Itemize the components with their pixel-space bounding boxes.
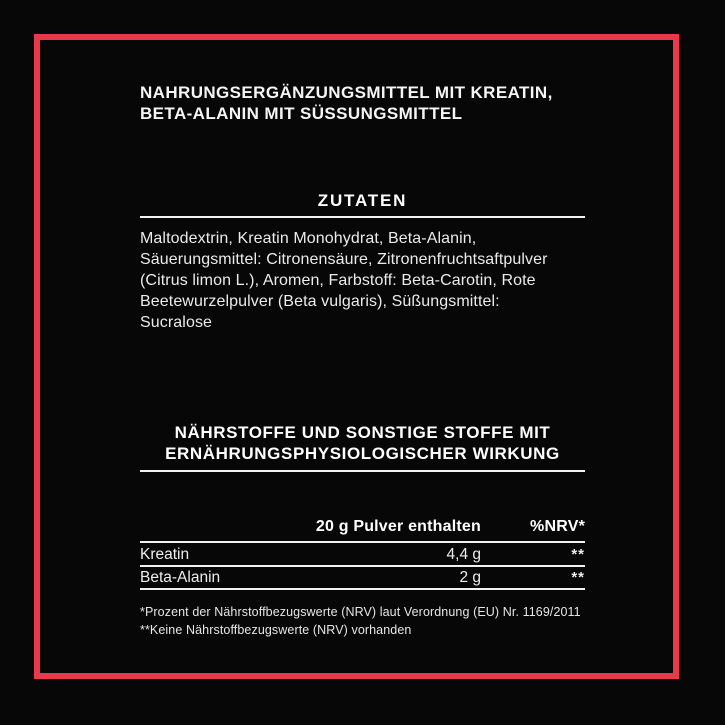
product-title-line2: BETA-ALANIN MIT SÜSSUNGSMITTEL: [140, 104, 463, 123]
table-row-nrv: **: [571, 569, 585, 586]
table-header-nrv: %NRV*: [530, 518, 585, 535]
footnote-nrv-definition: *Prozent der Nährstoffbezugswerte (NRV) laut Verordnung (EU) Nr. 1169/2011: [140, 605, 581, 619]
ingredients-heading: ZUTATEN: [317, 191, 408, 210]
product-title: [140, 82, 600, 124]
ingredients-line: (Citrus limon L.), Aromen, Farbstoff: Beta-Carotin, Rote: [140, 272, 536, 289]
table-row-nrv: **: [571, 546, 585, 563]
table-row-name: Beta-Alanin: [140, 569, 221, 586]
footnote-no-nrv: **Keine Nährstoffbezugswerte (NRV) vorhanden: [140, 623, 412, 637]
label-content-column: [140, 0, 585, 725]
table-row-amount: 4,4 g: [446, 546, 481, 563]
ingredients-heading-rule: [140, 216, 585, 218]
table-bottom-rule: [140, 588, 585, 590]
ingredients-line: Beetewurzelpulver (Beta vulgaris), Süßungsmittel:: [140, 293, 500, 310]
nutrients-heading: [140, 422, 585, 464]
footnotes: [140, 603, 600, 639]
nutrients-heading-line2: ERNÄHRUNGSPHYSIOLOGISCHER WIRKUNG: [165, 444, 560, 463]
ingredients-text: [140, 228, 600, 333]
table-header-amount: 20 g Pulver enthalten: [315, 518, 481, 535]
table-row-rule: [140, 565, 585, 567]
nutrients-heading-rule: [140, 470, 585, 472]
product-title-line1: NAHRUNGSERGÄNZUNGSMITTEL MIT KREATIN,: [140, 83, 553, 102]
table-row-name: Kreatin: [140, 546, 190, 563]
ingredients-line: Sucralose: [140, 314, 213, 331]
table-row-amount: 2 g: [459, 569, 481, 586]
nutrients-heading-line1: NÄHRSTOFFE UND SONSTIGE STOFFE MIT: [174, 423, 551, 442]
ingredients-line: Säuerungsmittel: Citronensäure, Zitronenfruchtsaftpulver: [140, 251, 548, 268]
ingredients-line: Maltodextrin, Kreatin Monohydrat, Beta-Alanin,: [140, 230, 477, 247]
table-header-rule: [140, 541, 585, 543]
